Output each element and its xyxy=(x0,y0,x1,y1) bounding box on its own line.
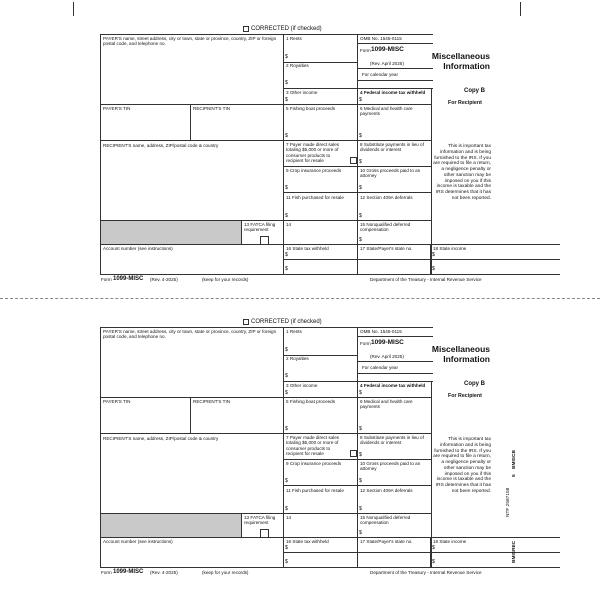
box18-dollar-b: $ xyxy=(432,559,435,565)
box7-checkbox[interactable] xyxy=(350,450,357,457)
title-line1: Miscellaneous xyxy=(431,344,490,354)
box1-label: 1 Rents xyxy=(286,329,302,334)
form-name: 1099-MISC xyxy=(371,339,404,346)
calendar-label: For calendar year xyxy=(362,72,399,77)
box18-dollar-a: $ xyxy=(432,252,435,258)
box7-label: 7 Payer made direct sales totaling $5,000 or more of consumer products to recipient for resale xyxy=(286,435,340,456)
box7-label: 7 Payer made direct sales totaling $5,000 or more of consumer products to recipient for resale xyxy=(286,142,340,163)
footer-keep: (keep for your records) xyxy=(202,277,249,282)
box4-dollar: $ xyxy=(359,390,362,396)
omb-label: OMB No. 1545-0115 xyxy=(360,329,402,334)
box9-dollar: $ xyxy=(285,185,288,191)
rev-date: (Rev. April 2025) xyxy=(370,354,404,359)
title-line2: Information xyxy=(443,61,490,71)
rev-date: (Rev. April 2025) xyxy=(370,61,404,66)
box5-label: 5 Fishing boat proceeds xyxy=(286,106,336,111)
recipient-info-label: RECIPIENT'S name, address, ZIP/postal code & country xyxy=(103,143,219,148)
copy-b-label: Copy B xyxy=(464,381,485,387)
box16-dollar-b: $ xyxy=(285,266,288,272)
box2-label: 2 Royalties xyxy=(286,63,309,68)
box11-dollar: $ xyxy=(285,213,288,219)
box3-dollar: $ xyxy=(285,390,288,396)
footer-form-name: 1099-MISC xyxy=(113,569,144,575)
box16-dollar-b: $ xyxy=(285,559,288,565)
box11-label: 11 Fish purchased for resale xyxy=(286,195,344,200)
account-label: Account number (see instructions) xyxy=(103,539,173,544)
box12-label: 12 Section 409A deferrals xyxy=(360,488,413,493)
box8-label: 8 Substitute payments in lieu of dividends or interest xyxy=(360,142,424,153)
notice-text: This is important tax information and is being furnished to the IRS. If you are required to file a return, a negligence penalty or other sanction may be imposed on you if this income is taxable and the IRS determines that it has not been reported. xyxy=(433,144,491,201)
box15-dollar: $ xyxy=(359,237,362,243)
box1-dollar: $ xyxy=(285,54,288,60)
form-prefix: Form xyxy=(360,341,371,346)
box9-label: 9 Crop insurance proceeds xyxy=(286,168,342,173)
box15-dollar: $ xyxy=(359,530,362,536)
footer-dept: Department of the Treasury - Internal Revenue Service xyxy=(370,277,482,282)
box16-label: 16 State tax withheld xyxy=(286,246,329,251)
footer-keep: (keep for your records) xyxy=(202,570,249,575)
box5-dollar: $ xyxy=(285,426,288,432)
copy-b-label: Copy B xyxy=(464,88,485,94)
box6-dollar: $ xyxy=(359,426,362,432)
omb-label: OMB No. 1545-0115 xyxy=(360,36,402,41)
box2-dollar: $ xyxy=(285,80,288,86)
box6-label: 6 Medical and health care payments xyxy=(360,106,413,117)
calendar-label: For calendar year xyxy=(362,365,399,370)
for-recipient-label: For Recipient xyxy=(448,100,482,106)
fatca-label: 13 FATCA filing requirement xyxy=(244,515,276,526)
footer-dept: Department of the Treasury - Internal Revenue Service xyxy=(370,570,482,575)
footer-rev: (Rev. 4-2025) xyxy=(150,277,178,282)
side-code-3: BMISREC xyxy=(512,540,517,563)
box16-dollar-a: $ xyxy=(285,545,288,551)
box12-dollar: $ xyxy=(359,213,362,219)
box8-dollar: $ xyxy=(359,452,362,458)
box9-label: 9 Crop insurance proceeds xyxy=(286,461,342,466)
shaded-area xyxy=(101,221,241,245)
box17-label: 17 State/Payer's state no. xyxy=(360,246,413,251)
box4-label: 4 Federal income tax withheld xyxy=(360,90,426,95)
title-line2: Information xyxy=(443,354,490,364)
corrected-label: CORRECTED (if checked) xyxy=(251,26,322,32)
for-recipient-label: For Recipient xyxy=(448,393,482,399)
box11-dollar: $ xyxy=(285,506,288,512)
form-copy-bottom xyxy=(0,293,600,593)
box15-label: 15 Nonqualified deferred compensation xyxy=(360,222,411,233)
box5-label: 5 Fishing boat proceeds xyxy=(286,399,336,404)
footer-form-prefix: Form xyxy=(101,570,112,575)
footer-rev: (Rev. 4-2025) xyxy=(150,570,178,575)
box10-dollar: $ xyxy=(359,185,362,191)
box18-dollar-b: $ xyxy=(432,266,435,272)
corrected-checkbox[interactable] xyxy=(243,26,249,32)
footer-form-name: 1099-MISC xyxy=(113,276,144,282)
box2-dollar: $ xyxy=(285,373,288,379)
form-prefix: Form xyxy=(360,48,371,53)
box10-label: 10 Gross proceeds paid to an attorney xyxy=(360,168,421,179)
box18-label: 18 State income xyxy=(433,246,467,251)
box10-label: 10 Gross proceeds paid to an attorney xyxy=(360,461,421,472)
box15-label: 15 Nonqualified deferred compensation xyxy=(360,515,411,526)
box12-label: 12 Section 409A deferrals xyxy=(360,195,413,200)
box17-label: 17 State/Payer's state no. xyxy=(360,539,413,544)
box3-label: 3 Other income xyxy=(286,90,318,95)
box1-dollar: $ xyxy=(285,347,288,353)
box16-dollar-a: $ xyxy=(285,252,288,258)
payer-tin-label: PAYER'S TIN xyxy=(103,399,131,404)
fatca-checkbox[interactable] xyxy=(260,529,269,538)
box9-dollar: $ xyxy=(285,478,288,484)
box5-dollar: $ xyxy=(285,133,288,139)
footer-form-prefix: Form xyxy=(101,277,112,282)
box4-dollar: $ xyxy=(359,97,362,103)
notice-text: This is important tax information and is being furnished to the IRS. If you are required to file a return, a negligence penalty or other sanction may be imposed on you if this income is taxable and the IRS determines that it has not been reported. xyxy=(433,437,491,494)
box3-label: 3 Other income xyxy=(286,383,318,388)
recipient-tin-label: RECIPIENT'S TIN xyxy=(193,106,231,111)
recipient-tin-label: RECIPIENT'S TIN xyxy=(193,399,231,404)
box2-label: 2 Royalties xyxy=(286,356,309,361)
box6-dollar: $ xyxy=(359,133,362,139)
recipient-info-label: RECIPIENT'S name, address, ZIP/postal code & country xyxy=(103,436,219,441)
box6-label: 6 Medical and health care payments xyxy=(360,399,413,410)
box14-label: 14 xyxy=(286,515,292,520)
box16-label: 16 State tax withheld xyxy=(286,539,329,544)
side-code-num: 5 xyxy=(512,474,517,477)
fatca-label: 13 FATCA filing requirement xyxy=(244,222,276,233)
corrected-checkbox[interactable] xyxy=(243,319,249,325)
payer-tin-label: PAYER'S TIN xyxy=(103,106,131,111)
payer-info-label: PAYER'S name, street address, city or town, state or province, country, ZIP or foreign postal code, and telephone no. xyxy=(103,329,277,340)
side-code-2: NTF 2587158 xyxy=(506,487,511,517)
box7-checkbox[interactable] xyxy=(350,157,357,164)
box8-dollar: $ xyxy=(359,159,362,165)
box14-label: 14 xyxy=(286,222,292,227)
title-line1: Miscellaneous xyxy=(431,51,490,61)
box8-label: 8 Substitute payments in lieu of dividends or interest xyxy=(360,435,424,446)
payer-info-label: PAYER'S name, street address, city or town, state or province, country, ZIP or foreign postal code, and telephone no. xyxy=(103,36,277,47)
box18-dollar-a: $ xyxy=(432,545,435,551)
fatca-checkbox[interactable] xyxy=(260,236,269,245)
box12-dollar: $ xyxy=(359,506,362,512)
box3-dollar: $ xyxy=(285,97,288,103)
box18-label: 18 State income xyxy=(433,539,467,544)
box1-label: 1 Rents xyxy=(286,36,302,41)
shaded-area xyxy=(101,514,241,538)
form-name: 1099-MISC xyxy=(371,46,404,53)
corrected-label: CORRECTED (if checked) xyxy=(251,319,322,325)
box10-dollar: $ xyxy=(359,478,362,484)
account-label: Account number (see instructions) xyxy=(103,246,173,251)
box11-label: 11 Fish purchased for resale xyxy=(286,488,344,493)
box4-label: 4 Federal income tax withheld xyxy=(360,383,426,388)
side-code-1: BMISCB xyxy=(512,450,517,469)
